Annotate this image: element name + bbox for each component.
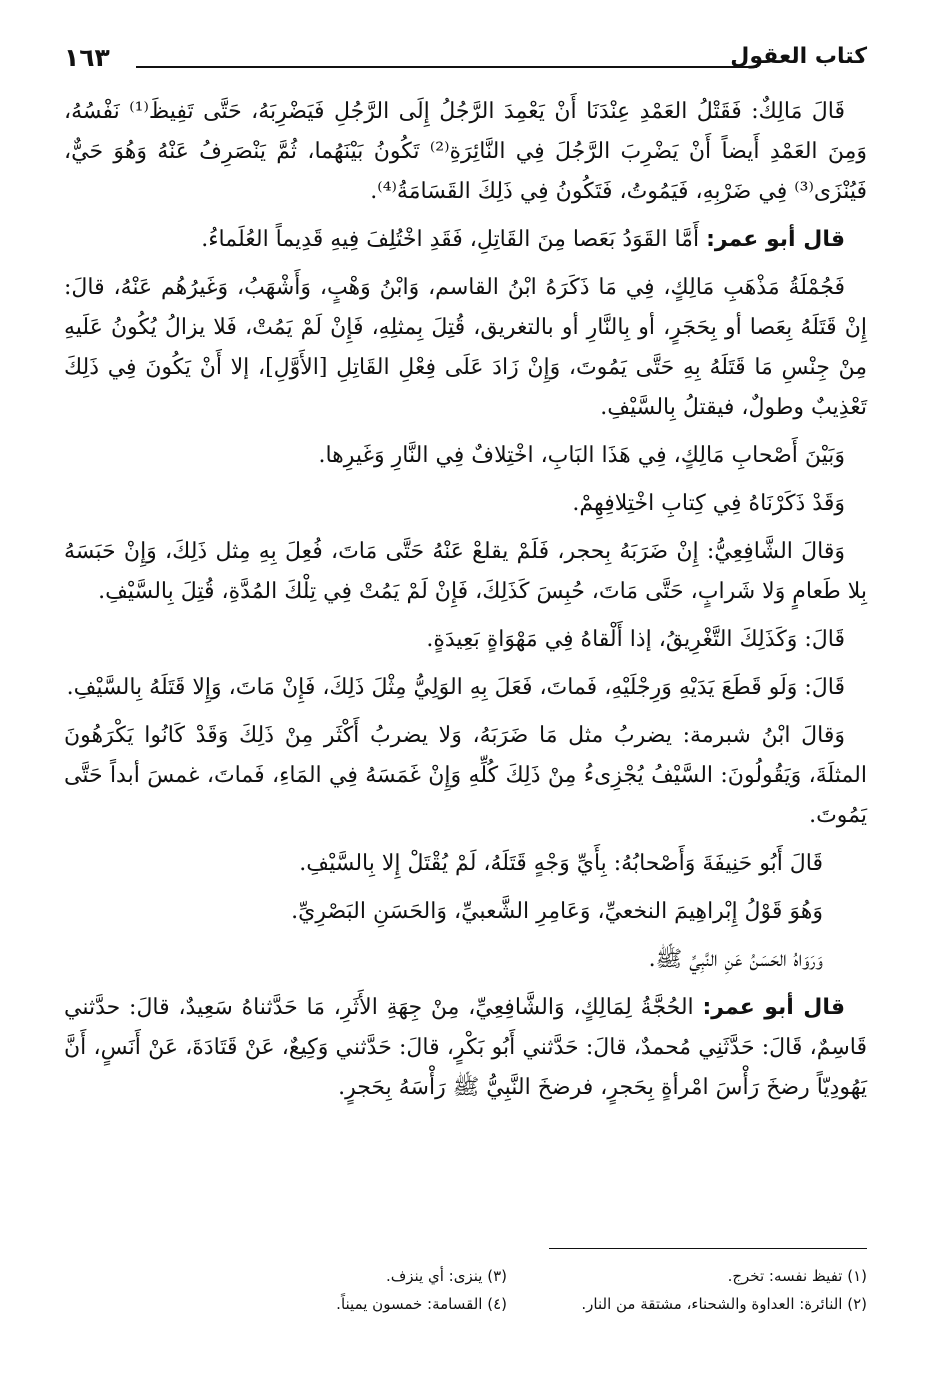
running-header <box>64 30 867 74</box>
paragraph: وَقَدْ ذَكَرْنَاهُ فِي كِتابِ اخْتِلافِهِمْ. <box>572 491 845 516</box>
main-text <box>64 92 867 1116</box>
paragraph: وَقالَ ابْنُ شبرمة: يضربُ مثل مَا ضَرَبَهُ، وَلا يضربُ أَكْثَر مِنْ ذَلِكَ وَقَدْ كَانُوا يَكْرَهُونَ المثلَةَ، وَيَقُولُونَ: السَّيْفُ يُجْزِىءُ مِنْ ذَلِكَ كُلِّهِ وَإِنْ غَمَسَهُ فِي المَاءِ، فَماتَ، غمسَ أبداً حَتَّى يَمُوتَ. <box>64 723 867 828</box>
paragraph: قال أبو عمر: أَمَّا القَوَدُ بَعَصا مِنَ القَاتِلِ، فَقَدِ اخْتُلِفَ فِيهِ قَدِيماً العُلَماءُ. <box>201 227 845 252</box>
speaker-label: قال أبو عمر: <box>706 227 845 252</box>
speaker-label: قال أبو عمر: <box>702 995 845 1020</box>
paragraph: وَقالَ الشَّافِعِيُّ: إِنْ ضَرَبَهُ بِحجر، فَلَمْ يقلعْ عَنْهُ حَتَّى مَاتَ، فُعِلَ بِهِ مِثل ذَلِكَ، وَإِنْ حَبَسَهُ بِلا طَعامٍ وَلا شَرابٍ، حَتَّى مَاتَ، حُبِسَ كَذَلِكَ، فَإِنْ لَمْ يَمُتْ فِي تِلْكَ المُدَّةِ، قُتِلَ بِالسَّيْفِ. <box>64 539 867 604</box>
paragraph: وَرَوَاهُ الحَسَنُ عَنِ النَّبِيِّ ﷺ. <box>648 947 823 972</box>
footnote: (١) تفيظ نفسه: تخرج. <box>727 1267 867 1285</box>
footnote-row <box>64 1262 867 1290</box>
paragraph: قَالَ: وَكَذَلِكَ التَّغْرِيقُ، إذا أَلْقاهُ فِي مَهْوَاةٍ بَعِيدَةٍ. <box>426 627 845 652</box>
footnote-rule <box>549 1248 867 1249</box>
book-title: كتاب العقول <box>730 44 867 69</box>
paragraph: قَالَ أَبُو حَنِيفَةَ وَأَصْحابُهُ: بِأَيِّ وَجْهٍ قَتَلَهُ، لَمْ يُقْتَلْ إِلا بِالسَّيْفِ. <box>299 851 823 876</box>
footnote: (٤) القسامة: خمسون يميناً. <box>336 1295 507 1313</box>
footnote: (٢) النائرة: العداوة والشحناء، مشتقة من النار. <box>581 1295 867 1313</box>
paragraph: فَجُمْلَةُ مَذْهَبِ مَالِكٍ، فِي مَا ذَكَرَهُ ابْنُ القاسم، وَابْنُ وَهْبٍ، وَأَشْهَبُ، وَغَيرُهُم عَنْهُ، قالَ: إِنْ قَتَلَهُ بِعَصا أو بِحَجَرٍ، أو بِالنَّارِ أو بالتغريق، قُتِلَ بِمثلِهِ، فَإِنْ لَمْ يَمُتْ، فَلا يزالُ يُكُونُ عَلَيهِ مِنْ جِنْسِ مَا قَتَلَهُ بِهِ حَتَّى يَمُوتَ، وَإِنْ زَادَ عَلَى فِعْلِ القَاتِلِ [الأَوَّلِ]، إلا أَنْ يَكُونَ فِي ذَلِكَ تَعْذِيبٌ وطولٌ، فيقتلُ بِالسَّيْفِ. <box>64 275 867 420</box>
header-rule <box>136 66 757 68</box>
footnote: (٣) ينزى: أي ينزف. <box>385 1267 507 1285</box>
paragraph: قَالَ: وَلَو قَطَعَ يَدَيْهِ وَرِجْلَيْهِ، فَماتَ، فَعَلَ بِهِ الوَلِيُّ مِثْلَ ذَلِكَ، فَإِنْ مَاتَ، وَإِلا قَتَلَهُ بِالسَّيْفِ. <box>66 675 845 700</box>
paragraph: وَبَيْنَ أَصْحابِ مَالِكٍ، فِي هَذَا البَابِ، اخْتِلافٌ فِي النَّارِ وَغَيرِها. <box>318 443 845 468</box>
footnote-row <box>64 1290 867 1318</box>
paragraph: وَهُوَ قَوْلُ إِبْراهِيمَ النخعيِّ، وَعَامِرِ الشَّعبيِّ، وَالحَسَنِ البَصْرِيِّ. <box>291 899 823 924</box>
footnotes <box>64 1262 867 1318</box>
paragraph: قال أبو عمر: الحُجَّةُ لِمَالِكٍ، وَالشَّافِعِيِّ، مِنْ جِهَةِ الأَثَرِ، مَا حَدَّثناهُ سَعِيدٌ، قالَ: حدَّثني قَاسِمٌ، قَالَ: حَدَّثَنِي مُحمدٌ، قالَ: حَدَّثني أَبُو بَكْرٍ، قالَ: حَدَّثني وَكِيعٌ، عَنْ قَتَادَةَ، عَنْ أَنَسٍ، أَنَّ يَهُودِيّاً رضخَ رَأْسَ امْرأةٍ بِحَجرٍ، فرضخَ النَّبِيُّ ﷺ رَأْسَهُ بِحَجرٍ. <box>64 995 867 1100</box>
paragraph: قَالَ مَالِكٌ: فَقَتْلُ العَمْدِ عِنْدَنَا أَنْ يَعْمِدَ الرَّجُلُ إِلَى الرَّجُلِ فَيَضْرِبَهُ، حَتَّى تَفِيظَ⁽¹⁾ نَفْسُهُ، وَمِنَ العَمْدِ أَيضاً أَنْ يَضْرِبَ الرَّجُلَ فِي النَّائِرَةِ⁽²⁾ تَكُونُ بَيْنَهُما، ثُمَّ يَنْصَرِفُ عَنْهُ وَهُوَ حَيٌّ، فَيُنْزَى⁽³⁾ فِي ضَرْبِهِ، فَيَمُوتُ، فَتَكُونُ فِي ذَلِكَ القَسَامَةُ⁽⁴⁾. <box>64 99 867 204</box>
page-number: ١٦٣ <box>64 43 110 72</box>
